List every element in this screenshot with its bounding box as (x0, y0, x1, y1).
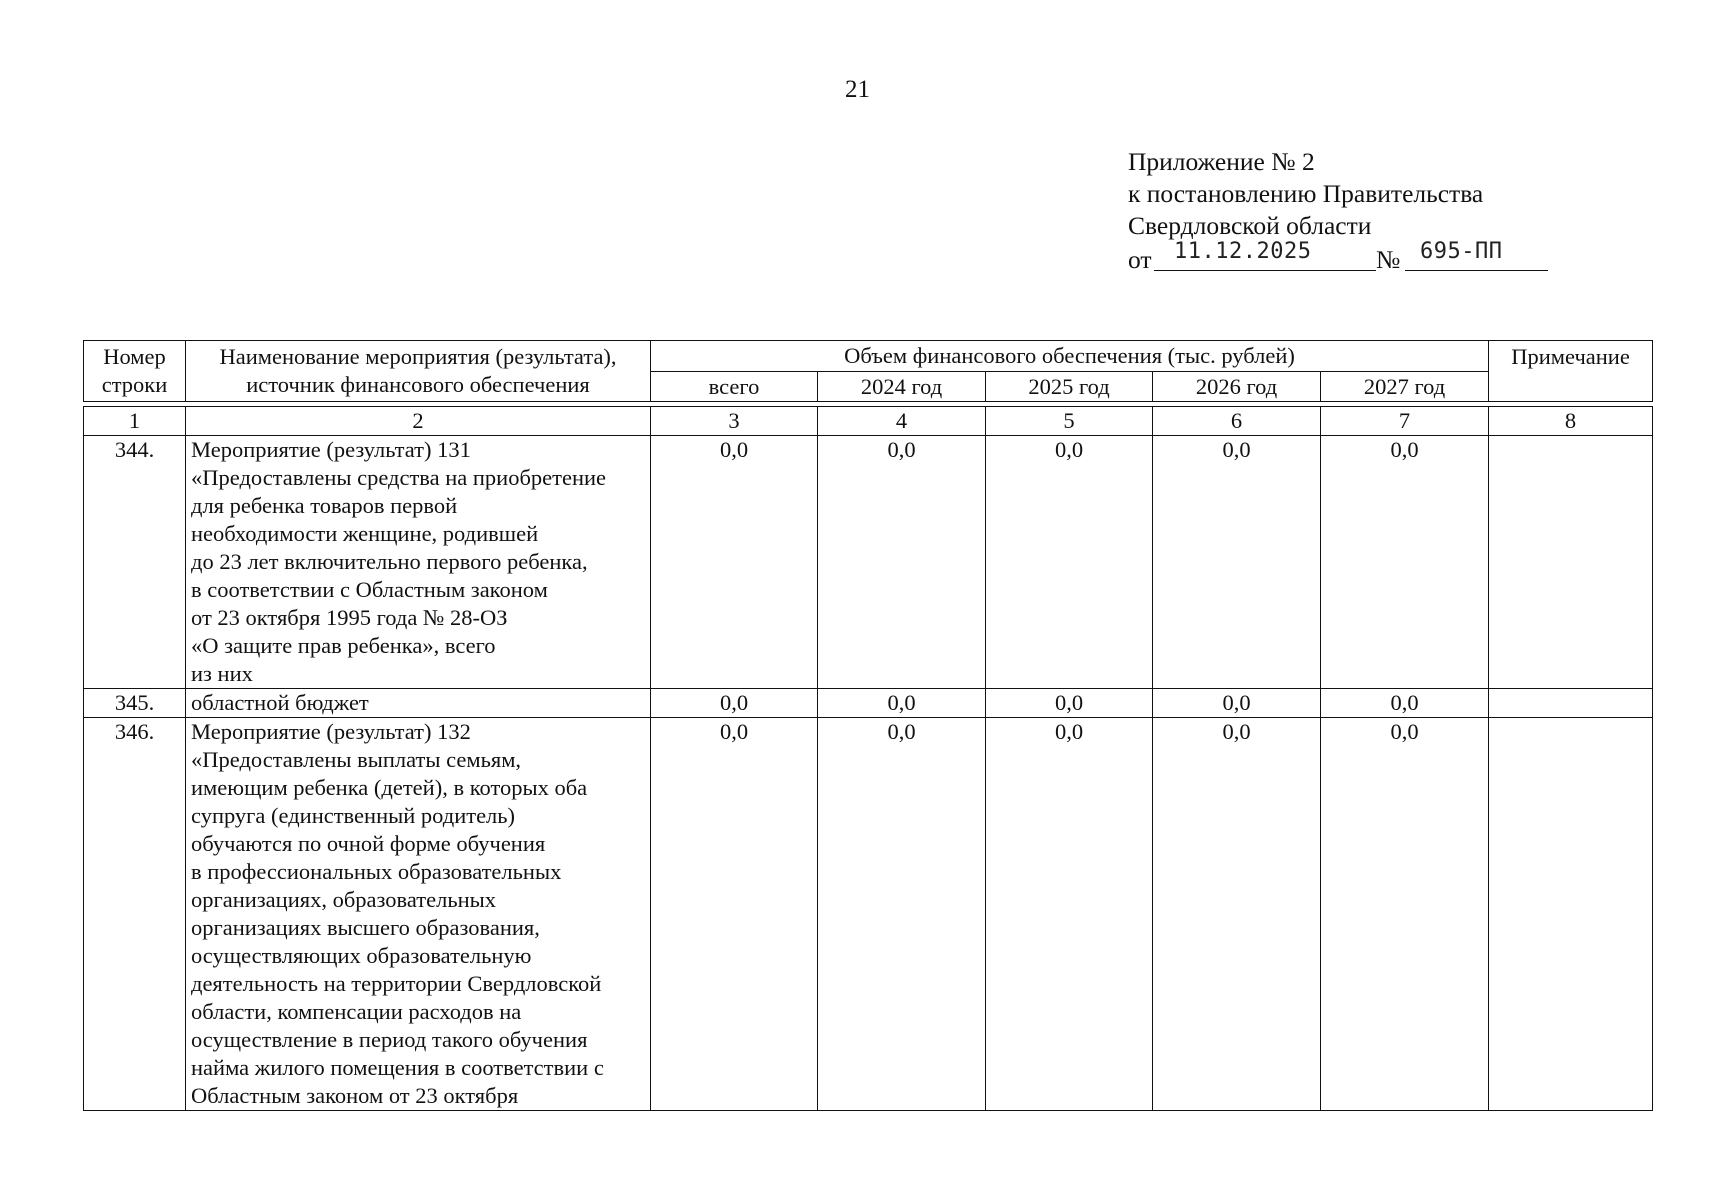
appendix-region-line: Свердловской области (1128, 211, 1372, 240)
header-year-2027: 2027 год (1321, 372, 1489, 402)
row-number: 346. (84, 718, 186, 1111)
header-name: Наименование мероприятия (результата), источник финансового обеспечения (186, 341, 651, 402)
from-label: от (1128, 245, 1152, 274)
column-numbers-row (84, 407, 1653, 436)
row-note (1489, 689, 1653, 718)
column-number: 1 (84, 407, 186, 436)
table-row (84, 436, 1653, 689)
value-2027: 0,0 (1321, 689, 1489, 718)
column-number: 4 (818, 407, 986, 436)
appendix-resolution-line: к постановлению Правительства (1128, 179, 1484, 208)
value-2026: 0,0 (1153, 718, 1321, 1111)
header-year-2024: 2024 год (818, 372, 986, 402)
column-number: 8 (1489, 407, 1653, 436)
column-number: 3 (651, 407, 818, 436)
appendix-block (1128, 146, 1503, 276)
column-number: 2 (186, 407, 651, 436)
value-total: 0,0 (651, 718, 818, 1111)
row-number: 345. (84, 689, 186, 718)
row-note (1489, 718, 1653, 1111)
header-row-number: Номер строки (84, 341, 186, 402)
value-2025: 0,0 (986, 436, 1153, 689)
column-number: 5 (986, 407, 1153, 436)
value-2025: 0,0 (986, 689, 1153, 718)
row-name: Мероприятие (результат) 131 «Предоставлены средства на приобретение для ребенка товаров первой необходимости женщине, родившей до 23 лет включительно первого ребенка, в соответствии с Областным законом от 23 октября 1995 года № 28-ОЗ «О защите прав ребенка», всего из них (186, 436, 651, 689)
table-row (84, 718, 1653, 1111)
value-2024: 0,0 (818, 718, 986, 1111)
value-2025: 0,0 (986, 718, 1153, 1111)
header-year-2025: 2025 год (986, 372, 1153, 402)
header-total: всего (651, 372, 818, 402)
number-label: № (1376, 245, 1401, 274)
value-2024: 0,0 (818, 436, 986, 689)
value-2024: 0,0 (818, 689, 986, 718)
row-note (1489, 436, 1653, 689)
resolution-date: 11.12.2025 (1174, 239, 1312, 264)
header-year-2026: 2026 год (1153, 372, 1321, 402)
header-row-top (84, 341, 1653, 372)
appendix-date-number-line (1128, 239, 1503, 276)
column-number: 6 (1153, 407, 1321, 436)
header-volume-group: Объем финансового обеспечения (тыс. рублей) (651, 341, 1489, 372)
value-2027: 0,0 (1321, 718, 1489, 1111)
page-number: 21 (845, 76, 870, 103)
value-total: 0,0 (651, 689, 818, 718)
financing-table (83, 340, 1653, 1111)
row-name: областной бюджет (186, 689, 651, 718)
appendix-title: Приложение № 2 (1128, 147, 1315, 176)
row-number: 344. (84, 436, 186, 689)
column-number: 7 (1321, 407, 1489, 436)
table-row (84, 689, 1653, 718)
value-total: 0,0 (651, 436, 818, 689)
value-2027: 0,0 (1321, 436, 1489, 689)
value-2026: 0,0 (1153, 436, 1321, 689)
value-2026: 0,0 (1153, 689, 1321, 718)
resolution-number: 695-ПП (1420, 239, 1503, 264)
header-note: Примечание (1489, 341, 1653, 402)
row-name: Мероприятие (результат) 132 «Предоставлены выплаты семьям, имеющим ребенка (детей), в которых оба супруга (единственный родитель) обучаются по очной форме обучения в профессиональных образовательных организациях, образовательных организациях высшего образования, осуществляющих образовательную деятельность на территории Свердловской области, компенсации расходов на осуществление в период такого обучения найма жилого помещения в соответствии с Областным законом от 23 октября (186, 718, 651, 1111)
